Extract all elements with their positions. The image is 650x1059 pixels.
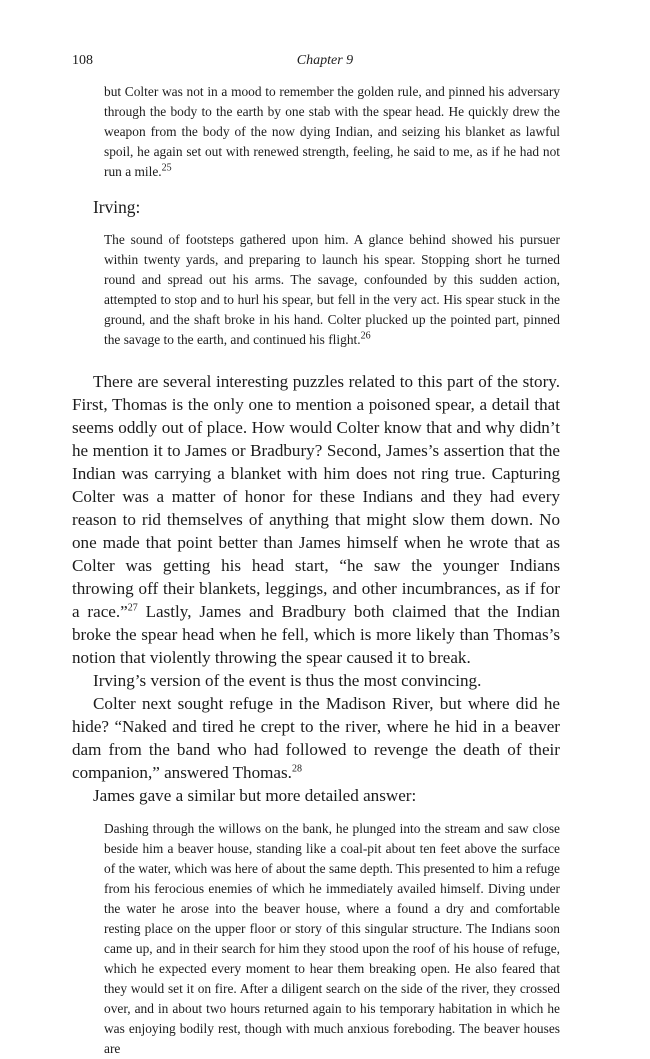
block-quote-irving xyxy=(104,230,560,350)
page-header xyxy=(72,53,578,73)
footnote-ref: 26 xyxy=(360,330,371,342)
block-quote-james xyxy=(104,819,560,1059)
irving-heading: Irving: xyxy=(93,197,141,217)
block-quote-thomas xyxy=(104,82,560,182)
footnote-ref: 25 xyxy=(161,162,172,174)
quote-paragraph: Dashing through the willows on the bank, he plunged into the stream and saw close beside him a beaver house, standing like a coal-pit about ten feet above the surface of the water, which was here of about the same depth. This presented to him a refuge from his ferocious enemies of which he immediately availed himself. Diving under the water he arose into the beaver house, where a found a dry and comfortable resting place on the upper floor or story of this singular structure. The Indians soon came up, and in their search for him they stood upon the roof of his house of refuge, which he expected every moment to hear them breaking open. He also feared that they would set it on fire. After a diligent search on the side of the river, they crossed over, and in about two hours returned again to his temporary habitation in which he was enjoying bodily rest, though with much anxious foreboding. The beaver houses are xyxy=(104,821,560,1056)
body-paragraph: James gave a similar but more detailed answer: xyxy=(93,786,417,805)
body-paragraph xyxy=(72,692,560,784)
quote-paragraph xyxy=(104,230,560,350)
paragraph-text: Colter next sought refuge in the Madison River, but where did he hide? “Naked and tired he crept to the river, where he hid in a beaver dam from the band who had followed to revenge the death of their companion,” answered Thomas. xyxy=(72,694,560,782)
footnote-ref: 28 xyxy=(291,763,302,775)
body-text xyxy=(72,370,560,807)
body-paragraph: Irving’s version of the event is thus the most convincing. xyxy=(93,671,482,690)
page-number: 108 xyxy=(72,53,93,68)
paragraph-text: There are several interesting puzzles related to this part of the story. First, Thomas is the only one to mention a poisoned spear, a detail that seems oddly out of place. How would Colter know that and why didn’t he mention it to James or Bradbury? Second, James’s assertion that the Indian was carrying a blanket with him does not ring true. Capturing Colter was a matter of honor for these Indians and they had every reason to rid themselves of anything that might slow them down. No one made that point better than James himself when he wrote that as Colter was getting his head start, “he saw the younger Indians throwing off their blankets, leggings, and other incumbrances, as if for a race.” xyxy=(72,372,560,621)
quote-text: but Colter was not in a mood to remember the golden rule, and pinned his adversary through the body to the earth by one stab with the spear head. He quickly drew the weapon from the body of the now dying Indian, and seizing his blanket as lawful spoil, he again set out with renewed strength, feeling, he said to me, as if he had not run a mile. xyxy=(104,84,560,179)
quote-text: The sound of footsteps gathered upon him. A glance behind showed his pursuer within twenty yards, and preparing to launch his spear. Stopping short he turned round and spread out his arms. The savage, confounded by this sudden action, attempted to stop and to hurl his spear, but fell in the very act. His spear stuck in the ground, and the shaft broke in his hand. Colter plucked up the pointed part, pinned the savage to the earth, and continued his flight. xyxy=(104,232,560,347)
page-content xyxy=(72,78,560,1059)
quote-paragraph xyxy=(104,82,560,182)
footnote-ref: 27 xyxy=(127,602,138,614)
body-paragraph xyxy=(72,370,560,669)
paragraph-text: Lastly, James and Bradbury both claimed that the Indian broke the spear head when he fell, which is more likely than Thomas’s notion that violently throwing the spear caused it to break. xyxy=(72,602,560,667)
chapter-title: Chapter 9 xyxy=(296,53,354,68)
